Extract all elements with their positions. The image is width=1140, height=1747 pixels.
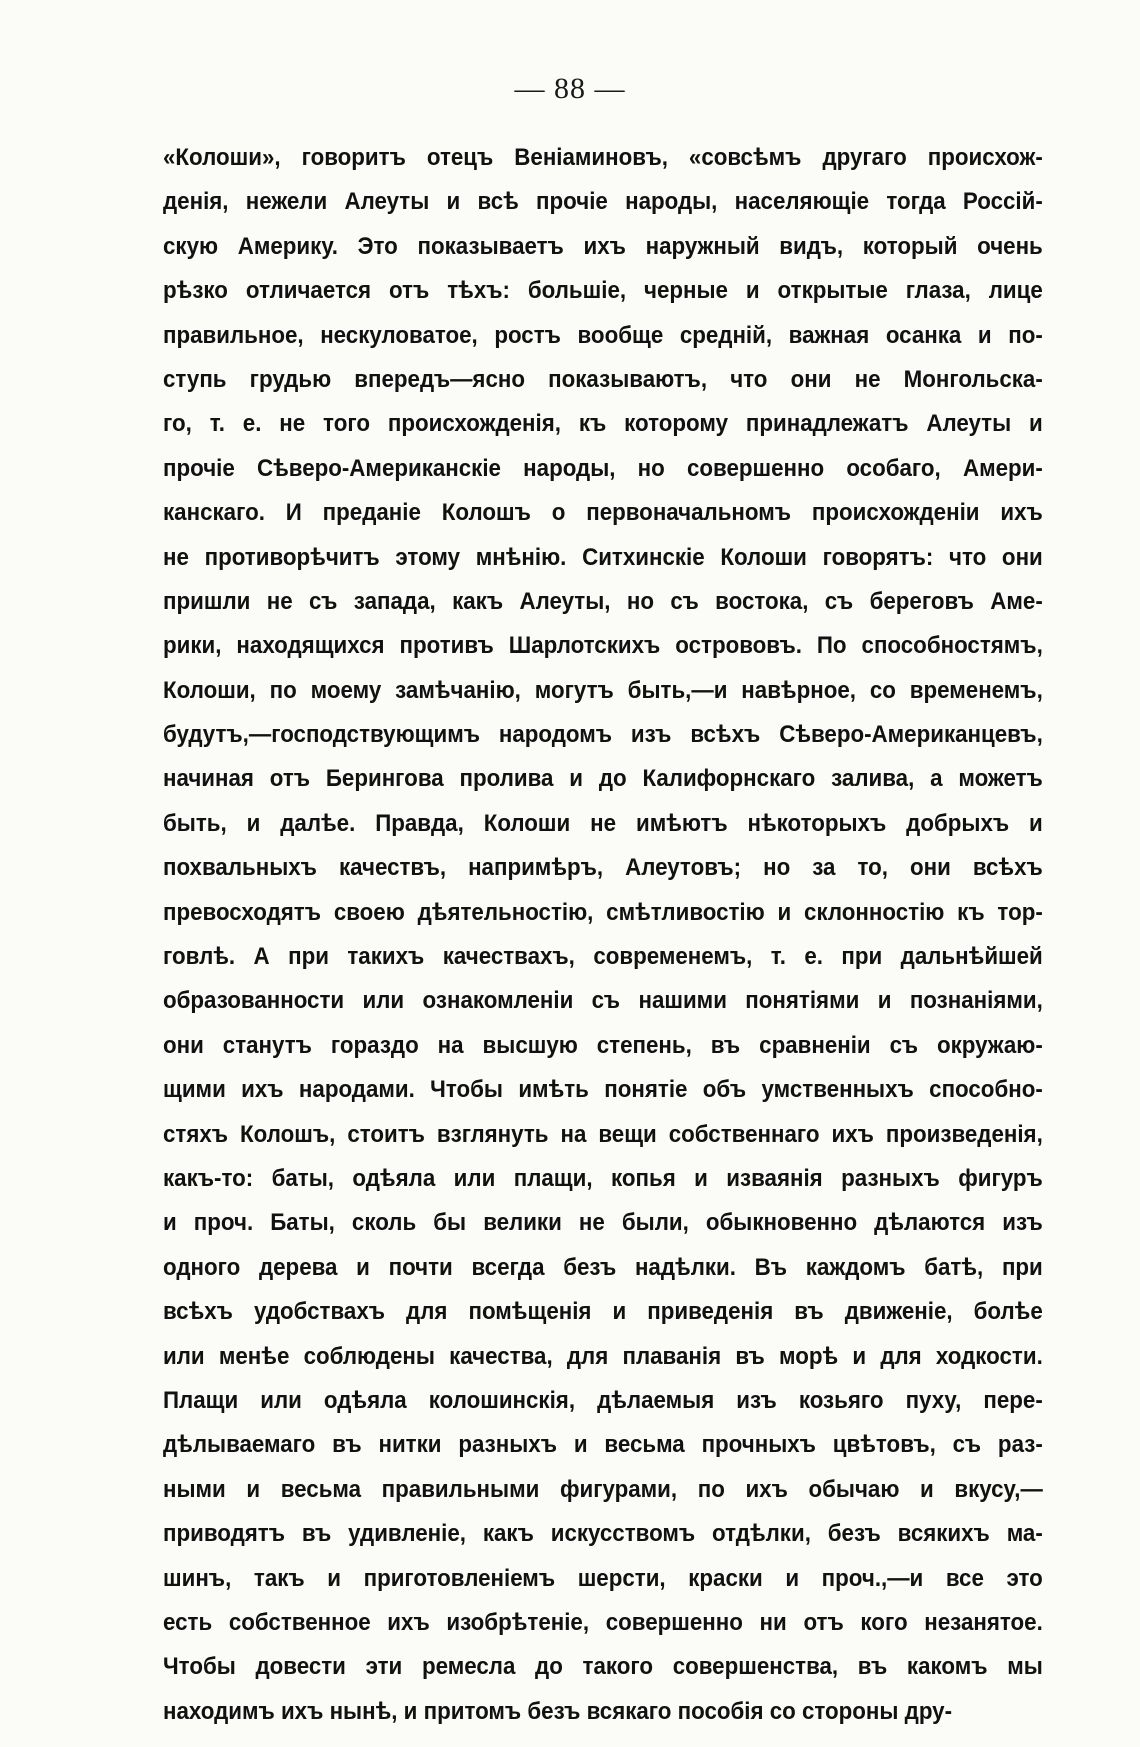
text-line: дѣлываемаго въ нитки разныхъ и весьма прочныхъ цвѣтовъ, съ раз- [163, 1431, 1043, 1459]
text-line: быть, и далѣе. Правда, Колоши не имѣютъ нѣкоторыхъ добрыхъ и [163, 809, 1043, 837]
text-line: они станутъ гораздо на высшую степень, въ сравненіи съ окружаю- [163, 1031, 1043, 1059]
text-line: какъ-то: баты, одѣяла или плащи, копья и изваянія разныхъ фигуръ [163, 1164, 1043, 1192]
text-line: говлѣ. А при такихъ качествахъ, современемъ, т. е. при дальнѣйшей [163, 943, 1043, 971]
text-line: рѣзко отличается отъ тѣхъ: большіе, черные и открытые глаза, лице [163, 277, 1043, 305]
text-line: Плащи или одѣяла колошинскія, дѣлаемыя изъ козьяго пуху, пере- [163, 1386, 1043, 1414]
text-line: будутъ,—господствующимъ народомъ изъ всѣхъ Сѣверо-Американцевъ, [163, 721, 1043, 749]
text-line: и проч. Баты, сколь бы велики не были, обыкновенно дѣлаются изъ [163, 1209, 1043, 1237]
text-line: стяхъ Колошъ, стоитъ взглянуть на вещи собственнаго ихъ произведенія, [163, 1120, 1043, 1148]
text-line: образованности или ознакомленіи съ нашими понятіями и познаніями, [163, 987, 1043, 1015]
text-line: денія, нежели Алеуты и всѣ прочіе народы, населяющіе тогда Россій- [163, 188, 1043, 216]
text-line: «Колоши», говоритъ отецъ Веніаминовъ, «совсѣмъ другаго происхож- [163, 144, 1043, 171]
text-line: одного дерева и почти всегда безъ надѣлки. Въ каждомъ батѣ, при [163, 1253, 1043, 1281]
text-line: находимъ ихъ нынѣ, и притомъ безъ всякаго пособія со стороны дру- [163, 1697, 953, 1725]
text-line: похвальныхъ качествъ, напримѣръ, Алеутовъ; но за то, они всѣхъ [163, 854, 1043, 882]
text-line: прочіе Сѣверо-Американскіе народы, но совершенно особаго, Амери- [163, 454, 1043, 482]
text-line: Чтобы довести эти ремесла до такого совершенства, въ какомъ мы [163, 1653, 1043, 1681]
page-number: — 88 — [514, 72, 626, 105]
text-line: превосходятъ своею дѣятельностію, смѣтливостію и склонностію къ тор- [163, 898, 1043, 926]
text-line: рики, находящихся противъ Шарлотскихъ острововъ. По способностямъ, [163, 632, 1043, 660]
text-line: или менѣе соблюдены качества, для плаванія въ морѣ и для ходкости. [163, 1342, 1043, 1370]
text-line: ступь грудью впередъ—ясно показываютъ, что они не Монгольска- [163, 365, 1043, 393]
text-line: щими ихъ народами. Чтобы имѣть понятіе объ умственныхъ способно- [163, 1076, 1043, 1104]
text-line: шинъ, такъ и приготовленіемъ шерсти, краски и проч.,—и все это [163, 1564, 1043, 1592]
text-line: есть собственное ихъ изобрѣтеніе, совершенно ни отъ кого незанятое. [163, 1608, 1043, 1636]
text-line: всѣхъ удобствахъ для помѣщенія и приведенія въ движеніе, болѣе [163, 1298, 1043, 1326]
text-line: приводятъ въ удивленіе, какъ искусствомъ отдѣлки, безъ всякихъ ма- [163, 1520, 1043, 1548]
text-line: начиная отъ Берингова пролива и до Калифорнскаго залива, а можетъ [163, 765, 1043, 793]
text-line: не противорѣчитъ этому мнѣнію. Ситхинскіе Колоши говорятъ: что они [163, 543, 1043, 571]
text-line: правильное, нескуловатое, ростъ вообще средній, важная осанка и по- [163, 321, 1043, 349]
text-line: скую Америку. Это показываетъ ихъ наружный видъ, который очень [163, 232, 1043, 260]
text-line: канскаго. И преданіе Колошъ о первоначальномъ происхожденіи ихъ [163, 499, 1043, 527]
text-line: ными и весьма правильными фигурами, по ихъ обычаю и вкусу,— [163, 1475, 1043, 1503]
text-line: пришли не съ запада, какъ Алеуты, но съ востока, съ береговъ Аме- [163, 587, 1043, 615]
text-line: Колоши, по моему замѣчанію, могутъ быть,—и навѣрное, со временемъ, [163, 676, 1043, 704]
body-text [163, 136, 1043, 1734]
text-line: го, т. е. не того происхожденія, къ которому принадлежатъ Алеуты и [163, 410, 1043, 438]
